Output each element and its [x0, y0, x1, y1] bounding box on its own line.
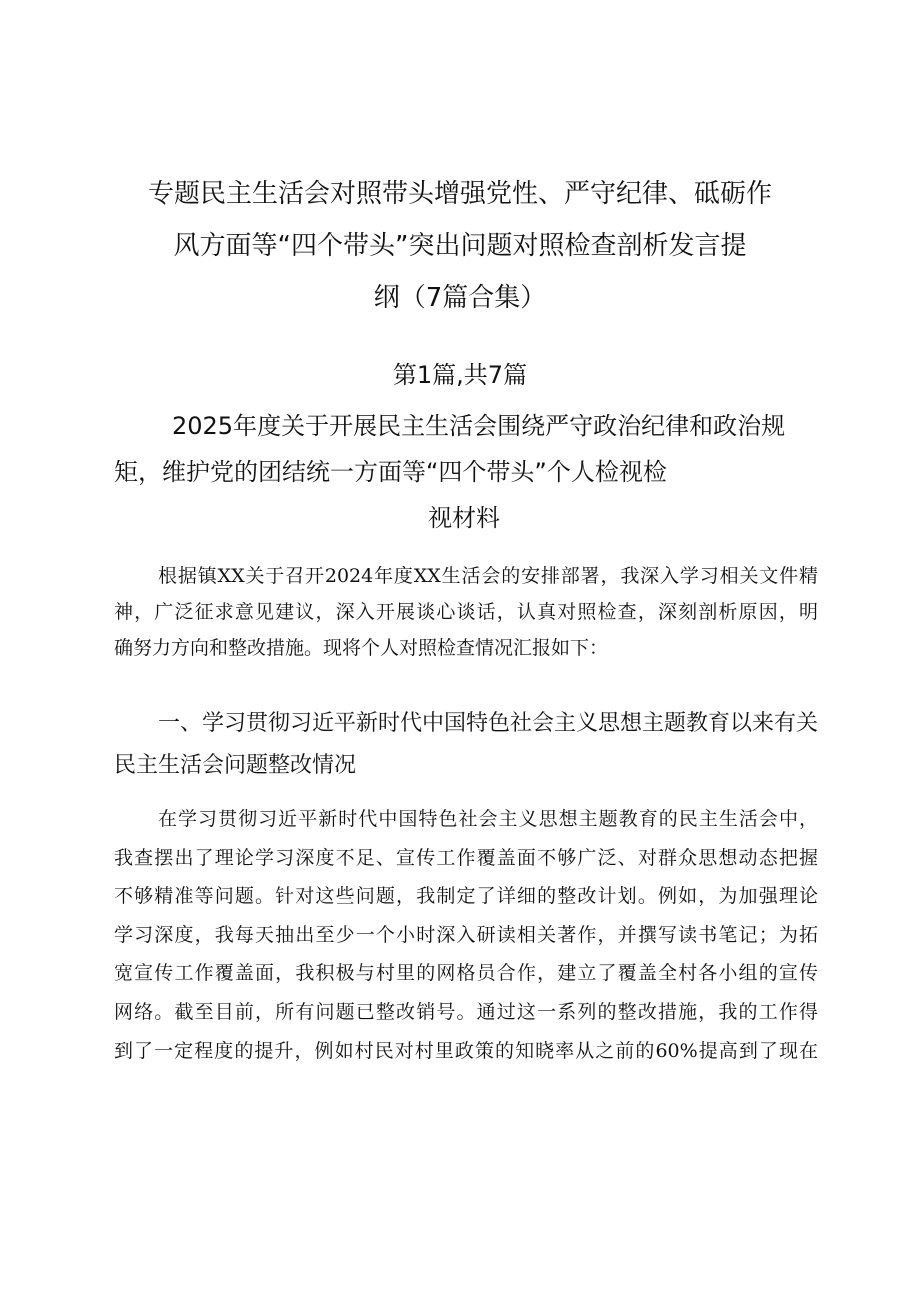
article-title-line: 视材料 — [428, 504, 500, 532]
paragraph-line: 在学习贯彻习近平新时代中国特色社会主义思想主题教育的民主生活会中， — [158, 808, 818, 830]
paragraph-line: 学习深度，我每天抽出至少一个小时深入研读相关著作，并撰写读书笔记；为拓 — [114, 923, 818, 946]
article-title — [114, 403, 814, 541]
document-title-line: 纲（7篇合集） — [373, 283, 547, 313]
paragraph-line: 到了一定程度的提升，例如村民对村里政策的知晓率从之前的60%提高到了现在 — [114, 1039, 818, 1062]
section-heading-line: 民主生活会问题整改情况 — [114, 753, 357, 778]
paragraph-line: 根据镇XX关于召开2024年度XX生活会的安排部署，我深入学习相关文件精 — [158, 565, 818, 587]
section-heading — [114, 703, 824, 787]
paragraph-line: 宽宣传工作覆盖面，我积极与村里的网格员合作，建立了覆盖全村各小组的宣传 — [114, 962, 818, 985]
paragraph-line: 确努力方向和整改措施。现将个人对照检查情况汇报如下： — [114, 637, 609, 659]
part-label: 第1篇,共7篇 — [392, 361, 528, 389]
section-body-paragraph — [114, 800, 818, 1070]
document-title — [140, 168, 780, 324]
paragraph-line: 神，广泛征求意见建议，深入开展谈心谈话，认真对照检查，深刻剖析原因，明 — [114, 601, 818, 623]
document-title-line: 风方面等“四个带头”突出问题对照检查剖析发言提 — [173, 231, 747, 261]
document-title-line: 专题民主生活会对照带头增强党性、严守纪律、砥砺作 — [147, 179, 772, 209]
article-title-line: 2025年度关于开展民主生活会围绕严守政治纪律和政治规 — [172, 412, 786, 440]
paragraph-line: 网络。截至目前，所有问题已整改销号。通过这一系列的整改措施，我的工作得 — [114, 1000, 818, 1023]
paragraph-line: 我查摆出了理论学习深度不足、宣传工作覆盖面不够广泛、对群众思想动态把握 — [114, 846, 818, 869]
section-heading-line: 一、学习贯彻习近平新时代中国特色社会主义思想主题教育以来有关 — [158, 711, 819, 736]
intro-paragraph — [114, 558, 818, 666]
paragraph-line: 不够精准等问题。针对这些问题，我制定了详细的整改计划。例如，为加强理论 — [114, 885, 818, 908]
article-title-line: 矩，维护党的团结统一方面等“四个带头”个人检视检 — [114, 458, 667, 486]
